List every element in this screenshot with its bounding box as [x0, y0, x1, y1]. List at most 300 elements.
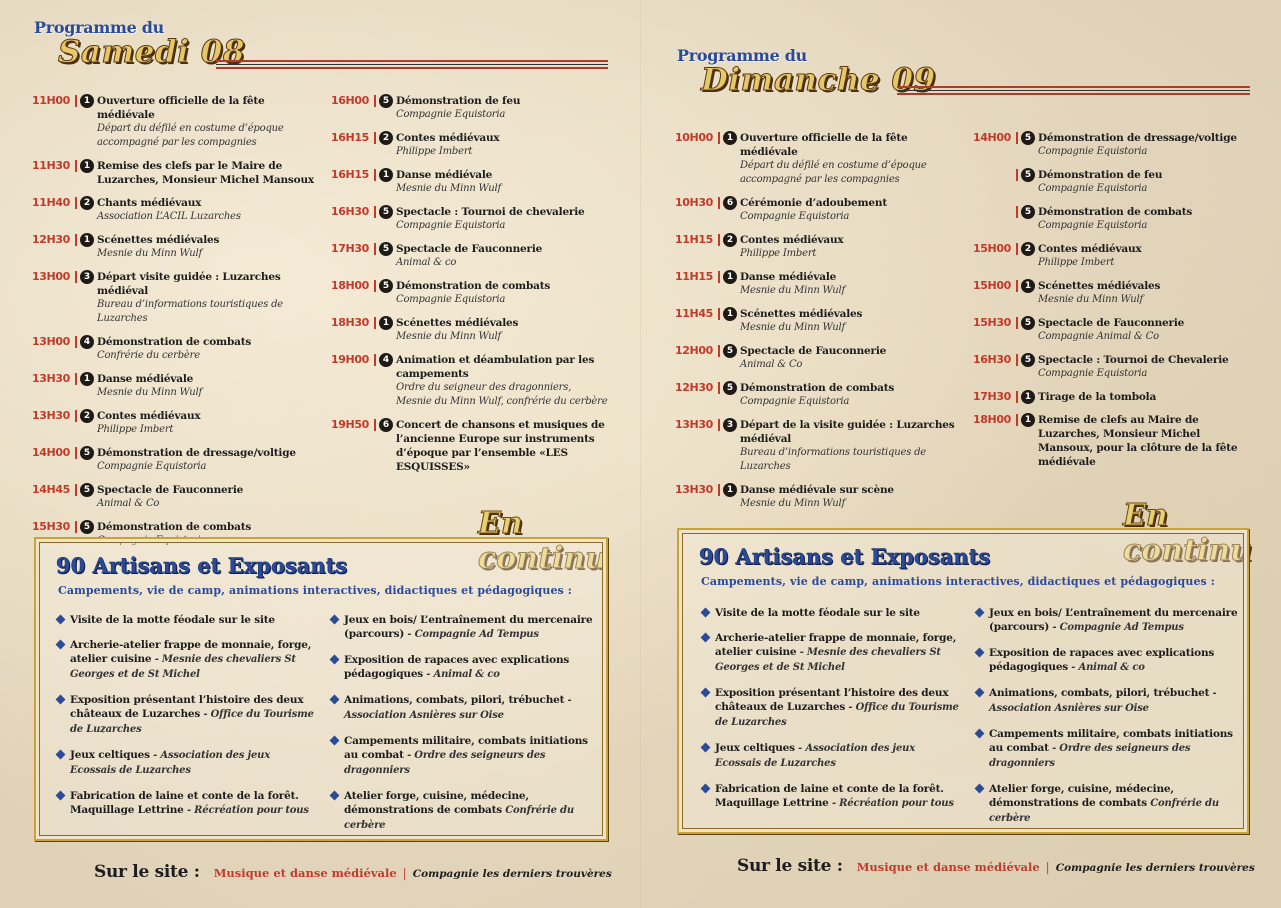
event-title: Concert de chansons et musiques de l’ancienne Europe sur instruments d’époque par l’ensemble «LES ESQUISSES» [396, 419, 605, 473]
saturday-page [0, 0, 640, 908]
time-divider [718, 271, 720, 283]
time-divider [1016, 317, 1018, 329]
event-time: 12H30 [32, 233, 70, 246]
time-divider [1016, 354, 1018, 366]
event-title: Ouverture officielle de la fête médiévale [97, 95, 265, 121]
artisan-provider: - Association Asnières sur Oise [989, 688, 1217, 714]
event-time: 15H30 [32, 520, 70, 533]
time-divider [718, 132, 720, 144]
event-body [1038, 279, 1251, 307]
event-body [740, 307, 965, 335]
event-title: Démonstration de combats [396, 280, 551, 292]
artisan-title [70, 693, 318, 737]
event-row [32, 233, 322, 261]
event-organizer: Association L’ACIL Luzarches [97, 211, 241, 222]
event-time: 13H00 [32, 335, 70, 348]
event-time: 16H15 [331, 131, 369, 144]
diamond-bullet-icon [701, 743, 711, 753]
event-row [32, 94, 322, 150]
time-divider [374, 206, 376, 218]
site-music: Musique et danse médiévale [856, 860, 1040, 874]
artisan-provider: - Office du Tourisme de Luzarches [70, 709, 314, 735]
event-row [973, 390, 1251, 404]
event-organizer: Philippe Imbert [1038, 257, 1115, 268]
diamond-bullet-icon [56, 615, 66, 625]
event-title: Démonstration de combats [1038, 206, 1193, 218]
event-organizer: Compagnie Equistoria [396, 294, 506, 305]
artisan-item [975, 606, 1241, 635]
event-title: Ouverture officielle de la fête médiévale [740, 132, 908, 158]
diamond-bullet-icon [975, 648, 985, 658]
event-organizer: Philippe Imbert [396, 146, 473, 157]
event-title: Scénettes médiévales [1038, 280, 1161, 292]
artisan-item [701, 741, 963, 771]
event-body [396, 353, 609, 409]
event-row [973, 413, 1251, 469]
event-row [675, 270, 965, 298]
event-row [675, 483, 965, 511]
event-title: Spectacle de Fauconnerie [97, 484, 244, 496]
artisan-provider: Confrérie du cerbère [989, 798, 1219, 824]
event-organizer: Compagnie Equistoria [1038, 183, 1148, 194]
location-number-icon: 2 [80, 409, 94, 423]
location-number-icon: 5 [1021, 131, 1035, 145]
event-body [396, 279, 609, 307]
en-continu-label: En continu [1123, 498, 1252, 568]
event-body [740, 270, 965, 298]
event-organizer: Mesnie du Minn Wulf [1038, 294, 1143, 305]
program-label: Programme du [34, 18, 164, 37]
event-time: 18H30 [331, 316, 369, 329]
event-row [675, 381, 965, 409]
event-row [331, 168, 609, 196]
artisan-item [975, 782, 1241, 826]
event-row [331, 205, 609, 233]
artisan-title [70, 638, 318, 682]
artisan-name: Jeux celtiques [70, 749, 150, 761]
time-divider [374, 280, 376, 292]
event-organizer: Compagnie Equistoria [740, 211, 850, 222]
site-label: Sur le site : [737, 856, 843, 876]
event-row [32, 159, 322, 187]
event-body [97, 483, 322, 511]
event-row [675, 418, 965, 474]
event-title: Remise des clefs par le Maire de Luzarches, Monsieur Michel Mansoux [97, 160, 314, 186]
artisan-item [975, 686, 1241, 716]
location-number-icon: 1 [379, 168, 393, 182]
event-row [973, 131, 1251, 159]
diamond-bullet-icon [975, 784, 985, 794]
artisans-col1 [56, 613, 318, 829]
event-time: 18H00 [973, 413, 1011, 426]
artisan-item [701, 631, 963, 675]
event-organizer: Compagnie Animal & Co [1038, 331, 1159, 342]
location-number-icon: 5 [80, 483, 94, 497]
time-divider [1016, 391, 1018, 403]
event-title: Spectacle de Fauconnerie [740, 345, 887, 357]
artisan-name: Animations, combats, pilori, trébuchet [989, 687, 1210, 699]
event-time: 11H45 [675, 307, 713, 320]
location-number-icon: 5 [1021, 205, 1035, 219]
event-time: 12H30 [675, 381, 713, 394]
time-divider [75, 271, 77, 283]
event-organizer: Compagnie Equistoria [1038, 220, 1148, 231]
artisan-provider: - Animal & co [423, 669, 500, 680]
artisan-title [70, 748, 318, 778]
location-number-icon: 3 [80, 270, 94, 284]
artisan-item [330, 734, 596, 778]
location-number-icon: 1 [1021, 279, 1035, 293]
artisan-item [56, 693, 318, 737]
event-title: Démonstration de feu [1038, 169, 1163, 181]
location-number-icon: 5 [379, 94, 393, 108]
event-row [675, 196, 965, 224]
event-time: 16H30 [331, 205, 369, 218]
event-time: 16H30 [973, 353, 1011, 366]
event-title: Contes médiévaux [97, 410, 201, 422]
event-body [740, 381, 965, 409]
time-divider [1016, 243, 1018, 255]
time-divider [75, 197, 77, 209]
event-row [973, 316, 1251, 344]
time-divider [1016, 132, 1018, 144]
event-title: Chants médiévaux [97, 197, 202, 209]
artisan-title [989, 606, 1241, 635]
artisan-name: Campements militaire, combats initiations au combat [989, 728, 1233, 754]
event-body [97, 335, 322, 363]
time-divider [75, 234, 77, 246]
location-number-icon: 1 [80, 372, 94, 386]
event-time: 15H00 [973, 279, 1011, 292]
event-time: 17H30 [973, 390, 1011, 403]
day-label: Dimanche 09 [701, 62, 936, 98]
diamond-bullet-icon [56, 640, 66, 650]
artisan-item [701, 606, 963, 620]
site-separator: | [1045, 860, 1050, 874]
artisan-title [715, 631, 963, 675]
event-body [97, 446, 322, 474]
event-organizer: Animal & Co [97, 498, 160, 509]
event-body [396, 168, 609, 196]
location-number-icon: 6 [379, 418, 393, 432]
event-time: 16H15 [331, 168, 369, 181]
event-body [97, 196, 322, 224]
artisan-name: Visite de la motte féodale sur le site [715, 607, 920, 619]
event-title: Danse médiévale [97, 373, 194, 385]
location-number-icon: 1 [723, 131, 737, 145]
artisan-title [344, 693, 596, 723]
event-row [32, 372, 322, 400]
artisan-title [715, 686, 963, 730]
event-body [740, 131, 965, 187]
event-time: 13H30 [675, 418, 713, 431]
artisan-name: Fabrication de laine et conte de la forêt. Maquillage Lettrine [715, 783, 944, 809]
artisan-provider: - Mesnie des chevaliers St Georges et de St Michel [70, 654, 296, 680]
event-row [331, 242, 609, 270]
sunday-events-col2 [973, 131, 1251, 478]
event-body [1038, 390, 1251, 404]
time-divider [75, 447, 77, 459]
event-time: 15H30 [973, 316, 1011, 329]
time-divider [75, 373, 77, 385]
event-title: Cérémonie d’adoubement [740, 197, 887, 209]
location-number-icon: 5 [723, 381, 737, 395]
event-organizer: Compagnie Equistoria [740, 396, 850, 407]
artisan-provider: - Mesnie des chevaliers St Georges et de St Michel [715, 647, 941, 673]
event-row [973, 279, 1251, 307]
location-number-icon: 1 [1021, 413, 1035, 427]
diamond-bullet-icon [330, 615, 340, 625]
artisan-name: Archerie-atelier frappe de monnaie, forge, atelier cuisine [715, 632, 957, 658]
location-number-icon: 5 [80, 446, 94, 460]
time-divider [374, 354, 376, 366]
time-divider [718, 419, 720, 431]
event-body [1038, 131, 1251, 159]
site-footer [737, 856, 1255, 876]
event-time: 14H45 [32, 483, 70, 496]
event-time: 13H30 [32, 372, 70, 385]
event-organizer: Bureau d’informations touristiques de Luzarches [740, 447, 927, 472]
artisans-col2 [330, 613, 596, 844]
event-organizer: Animal & Co [740, 359, 803, 370]
event-time: 11H15 [675, 233, 713, 246]
artisan-name: Exposition de rapaces avec explications pédagogiques [344, 654, 570, 680]
event-organizer: Animal & co [396, 257, 457, 268]
saturday-events-col1 [32, 94, 322, 557]
time-divider [374, 243, 376, 255]
event-body [1038, 205, 1251, 233]
event-time: 13H00 [32, 270, 70, 283]
event-body [97, 409, 322, 437]
event-body [740, 344, 965, 372]
location-number-icon: 5 [379, 205, 393, 219]
event-time: 15H00 [973, 242, 1011, 255]
box-title: 90 Artisans et Exposants [56, 553, 348, 578]
artisan-provider: - Association Asnières sur Oise [344, 695, 572, 721]
event-time: 13H30 [675, 483, 713, 496]
event-title: Contes médiévaux [1038, 243, 1142, 255]
event-title: Départ visite guidée : Luzarches médiéval [97, 271, 281, 297]
location-number-icon: 5 [1021, 353, 1035, 367]
event-organizer: Compagnie Equistoria [1038, 368, 1148, 379]
artisan-title [715, 782, 963, 811]
event-time: 10H30 [675, 196, 713, 209]
time-divider [75, 521, 77, 533]
artisan-name: Campements militaire, combats initiations au combat [344, 735, 588, 761]
artisan-title [715, 606, 963, 620]
location-number-icon: 3 [723, 418, 737, 432]
event-body [1038, 168, 1251, 196]
event-row [331, 279, 609, 307]
time-divider [374, 419, 376, 431]
event-body [396, 418, 609, 474]
time-divider [374, 95, 376, 107]
artisan-item [56, 789, 318, 818]
artisan-provider: - Ordre des seigneurs des dragonniers [989, 743, 1191, 769]
location-number-icon: 1 [379, 316, 393, 330]
event-row [973, 205, 1251, 233]
diamond-bullet-icon [975, 688, 985, 698]
artisan-provider: - Compagnie Ad Tempus [1049, 622, 1184, 633]
event-title: Danse médiévale sur scène [740, 484, 894, 496]
artisan-name: Atelier forge, cuisine, médecine, démonstrations de combats [989, 783, 1174, 809]
event-row [331, 316, 609, 344]
artisan-provider: - Ordre des seigneurs des dragonniers [344, 750, 546, 776]
event-body [97, 233, 322, 261]
saturday-events-col2 [331, 94, 609, 483]
site-music: Musique et danse médiévale [213, 866, 397, 880]
artisan-name: Animations, combats, pilori, trébuchet [344, 694, 565, 706]
heading-rule [897, 86, 1250, 95]
artisan-item [330, 789, 596, 833]
location-number-icon: 1 [80, 94, 94, 108]
location-number-icon: 1 [1021, 390, 1035, 404]
artisans-box [34, 537, 608, 841]
event-time: 12H00 [675, 344, 713, 357]
event-title: Contes médiévaux [740, 234, 844, 246]
event-time: 18H00 [331, 279, 369, 292]
diamond-bullet-icon [56, 791, 66, 801]
event-time: 11H30 [32, 159, 70, 172]
event-body [396, 205, 609, 233]
artisan-title [344, 789, 596, 833]
event-organizer: Ordre du seigneur des dragonniers, Mesnie du Minn Wulf, confrérie du cerbère [396, 382, 608, 407]
artisan-provider: - Association des jeux Ecossais de Luzarches [715, 743, 915, 769]
event-organizer: Compagnie Equistoria [1038, 146, 1148, 157]
event-title: Spectacle de Fauconnerie [396, 243, 543, 255]
artisan-name: Archerie-atelier frappe de monnaie, forge, atelier cuisine [70, 639, 312, 665]
event-row [331, 94, 609, 122]
time-divider [718, 234, 720, 246]
site-separator: | [402, 866, 407, 880]
time-divider [1016, 414, 1018, 426]
event-title: Spectacle de Fauconnerie [1038, 317, 1185, 329]
event-time: 10H00 [675, 131, 713, 144]
event-organizer: Mesnie du Minn Wulf [740, 498, 845, 509]
artisan-name: Exposition présentant l’histoire des deux châteaux de Luzarches [70, 694, 304, 720]
time-divider [374, 132, 376, 144]
event-organizer: Philippe Imbert [740, 248, 817, 259]
artisan-title [70, 613, 318, 627]
event-body [740, 196, 965, 224]
event-time: 19H50 [331, 418, 369, 431]
artisan-title [344, 734, 596, 778]
event-body [740, 233, 965, 261]
artisan-item [56, 748, 318, 778]
location-number-icon: 1 [80, 159, 94, 173]
event-title: Démonstration de combats [97, 521, 252, 533]
time-divider [718, 382, 720, 394]
event-organizer: Bureau d’informations touristiques de Luzarches [97, 299, 284, 324]
location-number-icon: 5 [379, 279, 393, 293]
location-number-icon: 5 [1021, 316, 1035, 330]
location-number-icon: 2 [1021, 242, 1035, 256]
diamond-bullet-icon [330, 655, 340, 665]
saturday-heading [34, 18, 245, 70]
artisan-provider: - Animal & co [1068, 662, 1145, 673]
sunday-events-col1 [675, 131, 965, 520]
sunday-page [641, 0, 1281, 908]
event-time: 14H00 [32, 446, 70, 459]
location-number-icon: 1 [723, 270, 737, 284]
event-body [1038, 353, 1251, 381]
time-divider [75, 95, 77, 107]
event-body [1038, 242, 1251, 270]
location-number-icon: 1 [80, 233, 94, 247]
time-divider [1016, 206, 1018, 218]
event-row [32, 196, 322, 224]
heading-rule [216, 60, 608, 69]
artisan-title [989, 686, 1241, 716]
event-title: Scénettes médiévales [396, 317, 519, 329]
time-divider [374, 169, 376, 181]
event-body [97, 270, 322, 326]
event-body [1038, 413, 1251, 469]
event-title: Animation et déambulation par les campements [396, 354, 595, 380]
diamond-bullet-icon [56, 750, 66, 760]
event-organizer: Mesnie du Minn Wulf [740, 322, 845, 333]
event-row [32, 409, 322, 437]
event-body [1038, 316, 1251, 344]
artisan-item [56, 613, 318, 627]
event-time: 13H30 [32, 409, 70, 422]
location-number-icon: 4 [379, 353, 393, 367]
event-body [740, 483, 965, 511]
event-time: 19H00 [331, 353, 369, 366]
event-title: Démonstration de dressage/voltige [1038, 132, 1237, 144]
event-title: Démonstration de combats [740, 382, 895, 394]
location-number-icon: 4 [80, 335, 94, 349]
event-title: Spectacle : Tournoi de chevalerie [396, 206, 585, 218]
diamond-bullet-icon [330, 791, 340, 801]
event-title: Spectacle : Tournoi de Chevalerie [1038, 354, 1229, 366]
event-title: Contes médiévaux [396, 132, 500, 144]
event-title: Démonstration de combats [97, 336, 252, 348]
diamond-bullet-icon [56, 695, 66, 705]
artisan-name: Atelier forge, cuisine, médecine, démonstrations de combats [344, 790, 529, 816]
diamond-bullet-icon [701, 608, 711, 618]
event-body [97, 94, 322, 150]
event-body [97, 372, 322, 400]
time-divider [718, 197, 720, 209]
artisan-provider: Confrérie du cerbère [344, 805, 574, 831]
event-organizer: Mesnie du Minn Wulf [97, 248, 202, 259]
artisan-title [989, 727, 1241, 771]
event-organizer: Compagnie Equistoria [396, 109, 506, 120]
time-divider [1016, 169, 1018, 181]
event-organizer: Départ du défilé en costume d’époque accompagné par les compagnies [740, 160, 927, 185]
artisan-name: Jeux en bois/ L’entraînement du mercenaire (parcours) [989, 607, 1238, 633]
event-row [331, 418, 609, 474]
event-organizer: Compagnie Equistoria [97, 461, 207, 472]
event-time: 14H00 [973, 131, 1011, 144]
event-row [675, 344, 965, 372]
time-divider [75, 410, 77, 422]
event-row [973, 168, 1251, 196]
artisan-name: Jeux celtiques [715, 742, 795, 754]
event-organizer: Philippe Imbert [97, 424, 174, 435]
event-organizer: Mesnie du Minn Wulf [97, 387, 202, 398]
location-number-icon: 1 [723, 483, 737, 497]
box-subtitle: Campements, vie de camp, animations interactives, didactiques et pédagogiques : [701, 575, 1215, 588]
event-organizer: Départ du défilé en costume d’époque accompagné par les compagnies [97, 123, 284, 148]
artisan-title [989, 782, 1241, 826]
artisan-provider: - Association des jeux Ecossais de Luzarches [70, 750, 270, 776]
time-divider [75, 484, 77, 496]
event-row [331, 131, 609, 159]
location-number-icon: 5 [379, 242, 393, 256]
event-title: Démonstration de dressage/voltige [97, 447, 296, 459]
